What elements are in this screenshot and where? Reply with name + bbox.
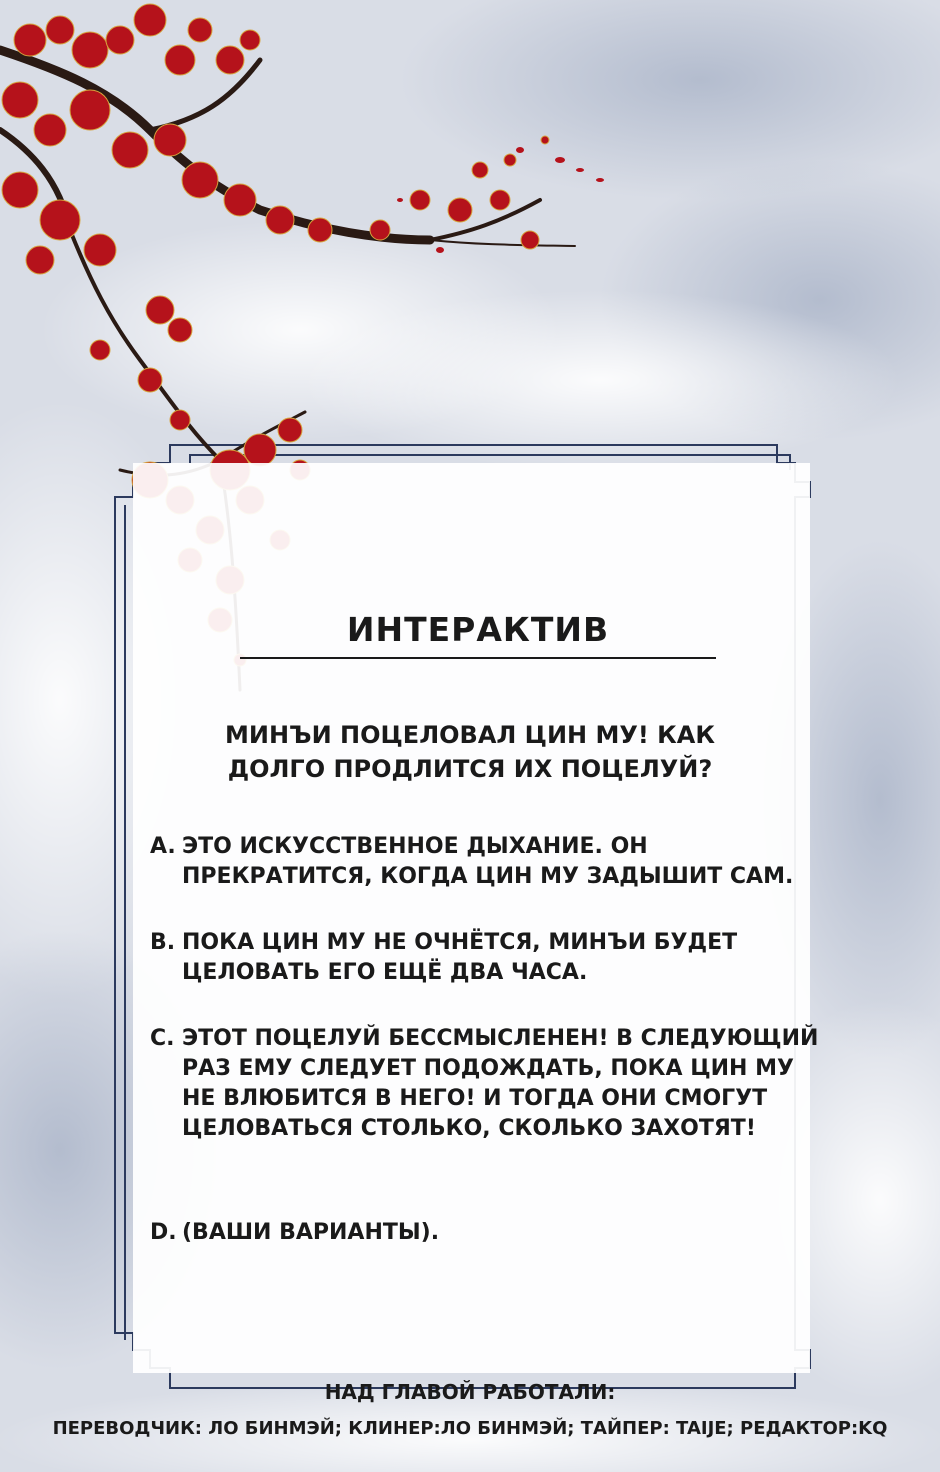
option-c (150, 1024, 819, 1144)
credits-line: ПЕРЕВОДЧИК: ЛО БИНМЭЙ; КЛИНЕР:ЛО БИНМЭЙ; ТАЙПЕР: TAIJE; РЕДАКТОР:KQ (52, 1418, 888, 1439)
option-text: ПОКА ЦИН МУ НЕ ОЧНЁТСЯ, МИНЪИ БУДЕТ (182, 930, 738, 955)
option-text: ЦЕЛОВАТЬСЯ СТОЛЬКО, СКОЛЬКО ЗАХОТЯТ! (182, 1116, 756, 1141)
page-title: ИНТЕРАКТИВ (346, 610, 610, 649)
question-line: ДОЛГО ПРОДЛИТСЯ ИХ ПОЦЕЛУЙ? (227, 755, 713, 783)
credits-heading: НАД ГЛАВОЙ РАБОТАЛИ: (324, 1380, 616, 1404)
question-line: МИНЪИ ПОЦЕЛОВАЛ ЦИН МУ! КАК (225, 721, 715, 749)
option-text: ЭТОТ ПОЦЕЛУЙ БЕССМЫСЛЕНЕН! В СЛЕДУЮЩИЙ (182, 1026, 819, 1051)
option-letter: B. (150, 930, 176, 955)
title-underline (240, 657, 716, 659)
option-letter: C. (150, 1026, 175, 1051)
option-text: ПРЕКРАТИТСЯ, КОГДА ЦИН МУ ЗАДЫШИТ САМ. (182, 864, 794, 889)
option-b (150, 928, 800, 988)
option-letter: D. (150, 1220, 177, 1245)
option-text: (ВАШИ ВАРИАНТЫ). (182, 1220, 440, 1245)
option-text: ЦЕЛОВАТЬ ЕГО ЕЩЁ ДВА ЧАСА. (182, 960, 588, 985)
option-a (150, 832, 800, 892)
option-text: НЕ ВЛЮБИТСЯ В НЕГО! И ТОГДА ОНИ СМОГУТ (182, 1086, 768, 1111)
option-text: РАЗ ЕМУ СЛЕДУЕТ ПОДОЖДАТЬ, ПОКА ЦИН МУ (182, 1056, 794, 1081)
option-d (150, 1218, 800, 1248)
option-text: ЭТО ИСКУССТВЕННОЕ ДЫХАНИЕ. ОН (182, 834, 648, 859)
option-letter: A. (150, 834, 176, 859)
question (150, 718, 790, 786)
